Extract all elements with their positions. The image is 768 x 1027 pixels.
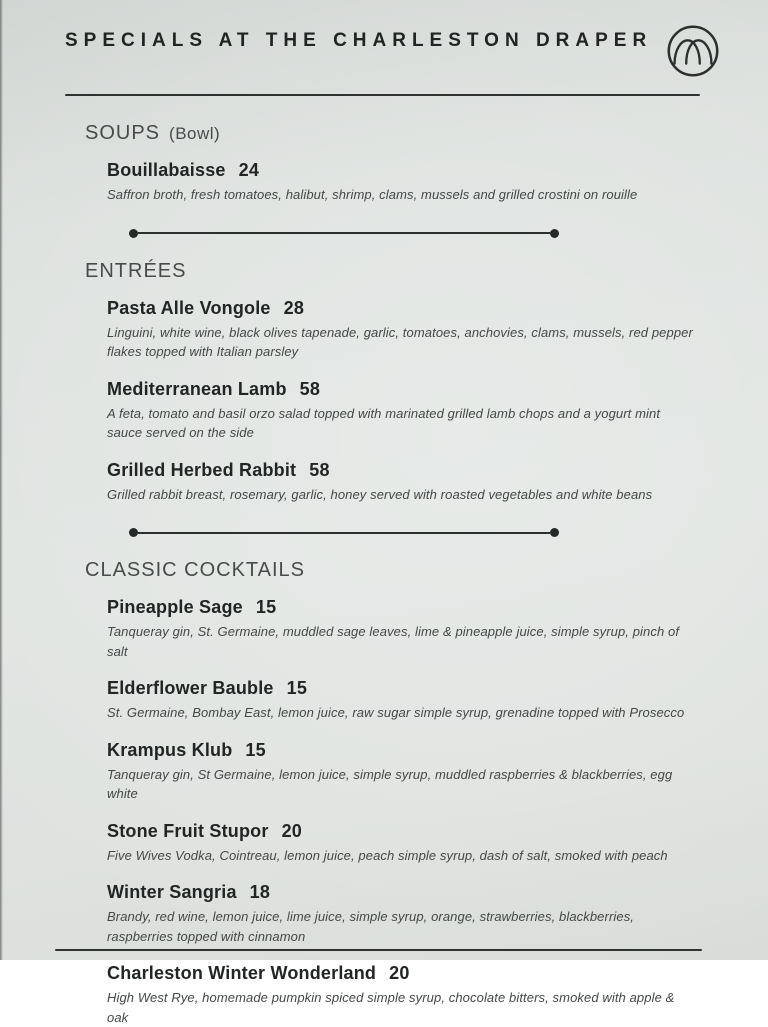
menu-item (107, 160, 708, 205)
item-name: Pasta Alle Vongole (107, 297, 271, 318)
section-heading: CLASSIC COCKTAILS (85, 559, 306, 581)
item-description: Tanqueray gin, St. Germaine, muddled sage leaves, lime & pineapple juice, simple syrup, pinch of salt (107, 624, 680, 659)
section-divider-icon (129, 229, 559, 238)
item-price: 15 (255, 597, 277, 617)
item-description: Tanqueray gin, St Germaine, lemon juice, simple syrup, muddled raspberries & blackberries, egg white (107, 766, 673, 801)
item-price: 20 (389, 963, 410, 983)
divider-line (138, 532, 550, 534)
item-description: A feta, tomato and basil orzo salad topped with marinated grilled lamb chops and a yogurt mint sauce served on the side (107, 405, 661, 440)
item-name: Stone Fruit Stupor (107, 820, 269, 841)
item-name: Grilled Herbed Rabbit (107, 459, 297, 480)
item-name: Winter Sangria (107, 882, 237, 902)
item-description: High West Rye, homemade pumpkin spiced simple syrup, chocolate bitters, smoked with apple & oak (107, 990, 675, 1025)
item-name: Krampus Klub (107, 739, 233, 760)
section-items (107, 160, 708, 205)
divider-dot-icon (550, 528, 559, 537)
item-name: Elderflower Bauble (107, 678, 274, 698)
menu-item (107, 678, 708, 723)
menu-section (85, 122, 708, 205)
item-name: Charleston Winter Wonderland (107, 963, 377, 983)
menu-section (85, 260, 708, 505)
section-heading-suffix: (Bowl) (169, 124, 221, 143)
menu-item (107, 882, 708, 946)
menu-item (107, 298, 708, 362)
page-title: SPECIALS AT THE CHARLESTON DRAPER (65, 30, 653, 51)
menu-item (107, 597, 708, 661)
menu-item (107, 740, 708, 804)
section-items (107, 298, 708, 505)
draper-monogram-icon (662, 20, 724, 82)
menu-header (0, 0, 768, 82)
section-items (107, 597, 708, 1027)
item-name: Bouillabaisse (107, 160, 226, 180)
item-price: 58 (309, 459, 330, 480)
item-name: Mediterranean Lamb (107, 378, 287, 399)
item-price: 24 (238, 160, 260, 180)
footer-rule (55, 949, 702, 951)
menu-sections (0, 96, 768, 1027)
item-description: Grilled rabbit breast, rosemary, garlic, honey served with roasted vegetables and white beans (107, 486, 653, 502)
item-description: St. Germaine, Bombay East, lemon juice, raw sugar simple syrup, grenadine topped with Prosecco (107, 705, 685, 720)
item-price: 58 (299, 378, 321, 399)
item-price: 20 (281, 820, 303, 841)
divider-dot-icon (129, 528, 138, 537)
item-price: 18 (249, 882, 271, 902)
menu-item (107, 460, 708, 505)
item-description: Linguini, white wine, black olives tapenade, garlic, tomatoes, anchovies, clams, mussels, red pepper flakes topped with Italian parsley (107, 324, 693, 359)
section-divider-icon (129, 528, 559, 537)
divider-line (138, 232, 550, 234)
item-description: Saffron broth, fresh tomatoes, halibut, shrimp, clams, mussels and grilled crostini on rouille (107, 187, 638, 202)
section-heading: SOUPS (85, 122, 161, 144)
menu-item (107, 379, 708, 443)
item-description: Five Wives Vodka, Cointreau, lemon juice, peach simple syrup, dash of salt, smoked with peach (107, 847, 668, 863)
item-price: 15 (245, 739, 266, 760)
menu-section (85, 559, 708, 1027)
menu-item (107, 963, 708, 1027)
item-price: 15 (286, 678, 308, 698)
divider-dot-icon (129, 229, 138, 238)
item-name: Pineapple Sage (107, 597, 243, 617)
menu-item (107, 821, 708, 866)
section-heading: ENTRÉES (85, 259, 187, 282)
divider-dot-icon (550, 229, 559, 238)
item-description: Brandy, red wine, lemon juice, lime juice, simple syrup, orange, strawberries, blackberries, raspberries topped with cinnamon (107, 909, 635, 944)
item-price: 28 (283, 297, 305, 318)
